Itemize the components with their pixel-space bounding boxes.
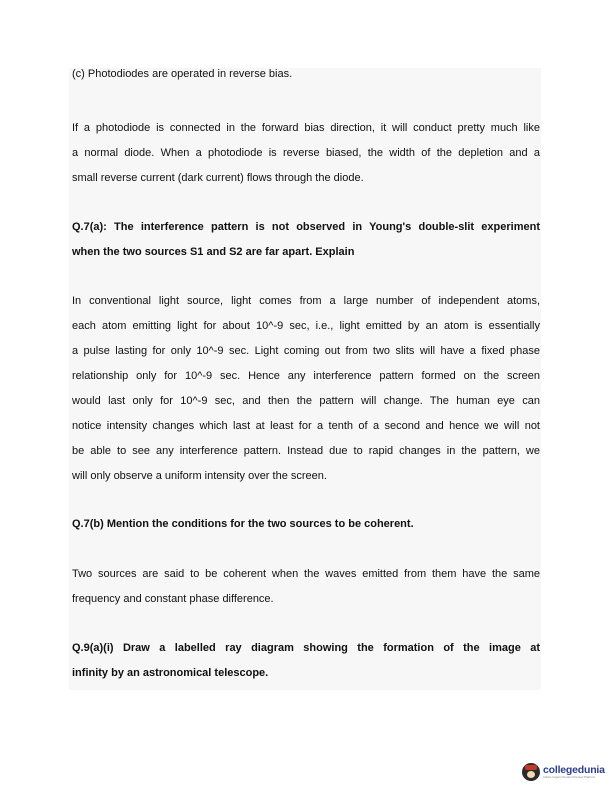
logo-name: collegedunia <box>543 763 605 776</box>
logo-text <box>543 765 605 780</box>
collegedunia-logo <box>522 758 606 786</box>
logo-tagline: India's largest Student Review Platform <box>543 775 596 780</box>
question-9ai: Q.9(a)(i) Draw a labelled ray diagram showing the formation of the image at infinity by an astronomical telescope. <box>72 642 540 679</box>
collegedunia-mascot-icon <box>522 763 540 781</box>
paragraph-photodiode-bias: If a photodiode is connected in the forward bias direction, it will conduct pretty much like a normal diode. When a photodiode is reverse biased, the width of the depletion and a small reverse current (dark current) flows through the diode. <box>72 122 540 184</box>
statement-photodiode-reverse-bias: (c) Photodiodes are operated in reverse bias. <box>72 68 293 80</box>
question-7a: Q.7(a): The interference pattern is not observed in Young's double-slit experiment when the two sources S1 and S2 are far apart. Explain <box>72 221 540 258</box>
answer-7a: In conventional light source, light comes from a large number of independent atoms, each atom emitting light for about 10^-9 sec, i.e., light emitted by an atom is essentially a pulse lasting for only 10^-9 sec. Light coming out from two slits will have a fixed phase relationship only for 10^-9 sec. Hence any interference pattern formed on the screen would last only for 10^-9 sec, and then the pattern will change. The human eye can notice intensity changes which last at least for a tenth of a second and hence we will not be able to see any interference pattern. Instead due to rapid changes in the pattern, we will only observe a uniform intensity over the screen. <box>72 295 540 482</box>
answer-7b: Two sources are said to be coherent when the waves emitted from them have the same frequency and constant phase difference. <box>72 568 540 605</box>
question-7b: Q.7(b) Mention the conditions for the two sources to be coherent. <box>72 518 414 530</box>
